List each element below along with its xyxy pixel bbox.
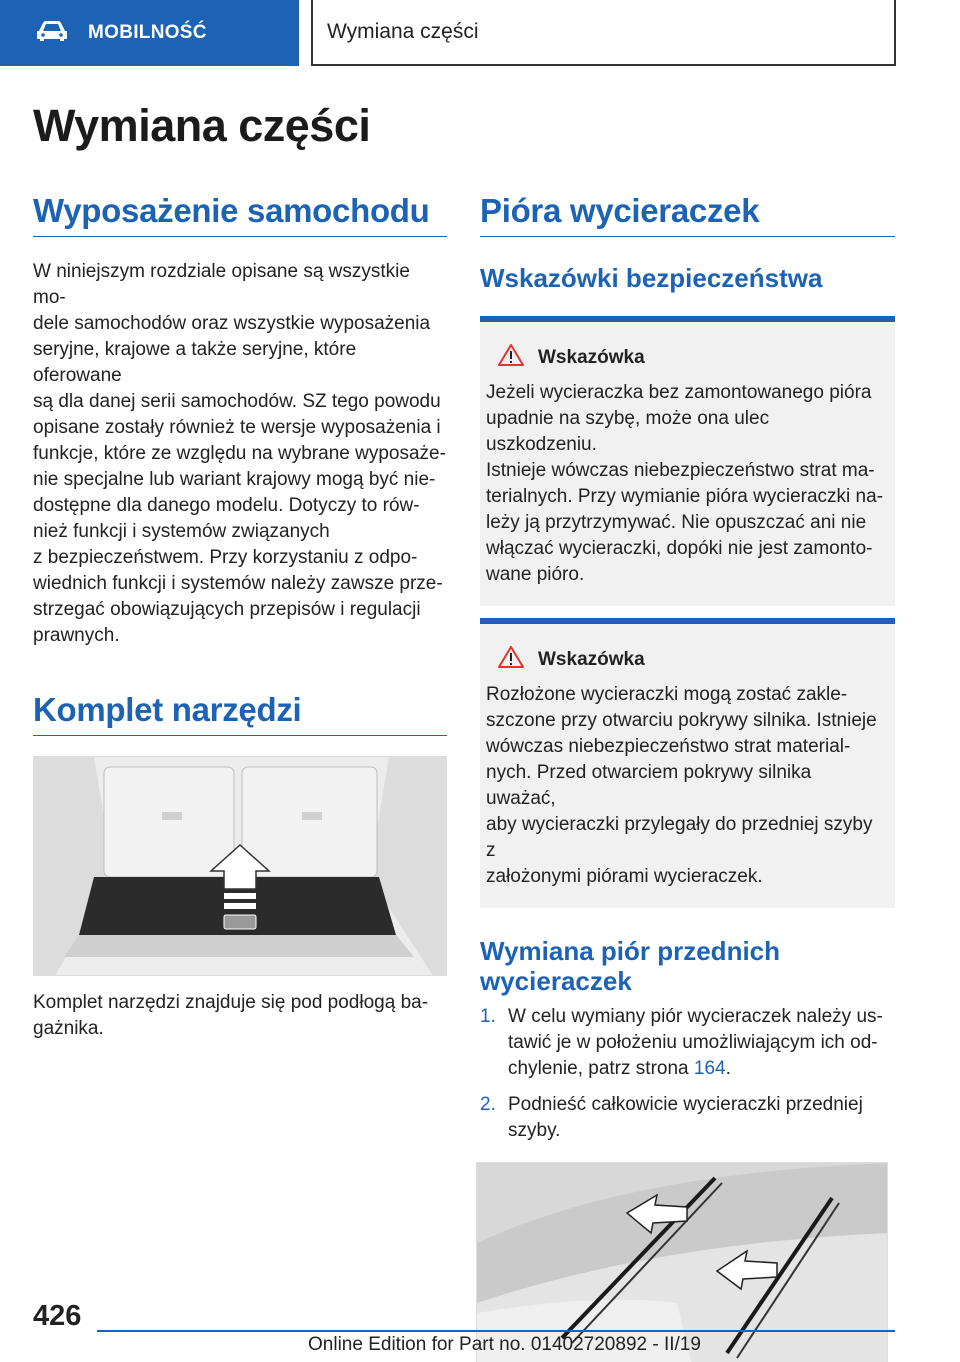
page-title: Wymiana części [33, 100, 371, 151]
warning-text [486, 682, 885, 890]
text-line: nych. Przed otwarciem pokrywy silnika uważać, [486, 762, 812, 809]
text-line: W celu wymiany piór wycieraczek należy us- [508, 1006, 883, 1027]
warning-box-2 [480, 618, 895, 908]
list-item [480, 1092, 895, 1144]
text-line: funkcje, które ze względu na wybrane wyposaże- [33, 443, 446, 464]
text-line: leży ją przytrzymywać. Nie opuszczać ani nie [486, 512, 867, 533]
text-line: seryjne, krajowe a także seryjne, które oferowane [33, 339, 357, 386]
breadcrumb-text: Wymiana części [327, 20, 479, 43]
right-column [480, 192, 895, 1362]
list-item [480, 1004, 895, 1082]
text-line: strzegać obowiązujących przepisów i regulacji [33, 599, 421, 620]
warning-text [486, 380, 885, 588]
steps-list [480, 1004, 895, 1144]
breadcrumb [311, 0, 896, 66]
step-number: 1. [480, 1006, 496, 1027]
text-line: terialnych. Przy wymianie pióra wycieraczki na- [486, 486, 884, 507]
page-link[interactable]: 164 [693, 1058, 726, 1079]
text-line: włączać wycieraczki, dopóki nie jest zamonto- [486, 538, 873, 559]
warning-header [498, 344, 885, 372]
wiper-blades-heading: Pióra wycieraczek [480, 192, 895, 237]
text-line: tawić je w położeniu umożliwiającym ich od- [508, 1032, 878, 1053]
page-number: 426 [33, 1300, 82, 1332]
text-line: wiednich funkcji i systemów należy zawsze prze- [33, 573, 443, 594]
text-line: upadnie na szybę, może ona ulec uszkodzeniu. [486, 408, 770, 455]
step-number: 2. [480, 1094, 496, 1115]
text-line: Jeżeli wycieraczka bez zamontowanego pióra [486, 382, 872, 403]
warning-triangle-icon [498, 344, 524, 372]
wiper-figure [476, 1162, 888, 1362]
text-line: dostępne dla danego modelu. Dotyczy to rów- [33, 495, 420, 516]
safety-notes-heading: Wskazówki bezpieczeństwa [480, 263, 823, 293]
text-line: z bezpieczeństwem. Przy korzystaniu z odpo- [33, 547, 418, 568]
text-line: Komplet narzędzi znajduje się pod podłogą ba- [33, 992, 429, 1013]
edition-text: Online Edition for Part no. 01402720892 - II/19 [308, 1334, 701, 1355]
front-wipers-heading [480, 936, 895, 996]
heading-line: wycieraczek [480, 966, 632, 996]
text-line: nie specjalne lub wariant krajowy mogą być nie- [33, 469, 436, 490]
text-line: szyby. [508, 1120, 561, 1141]
step-text [508, 1004, 883, 1082]
equipment-heading: Wyposażenie samochodu [33, 192, 447, 237]
step-text [508, 1092, 863, 1144]
section-tab[interactable] [0, 0, 299, 66]
text-line: Rozłożone wycieraczki mogą zostać zakle- [486, 684, 848, 705]
text-line: wane pióro. [486, 564, 585, 585]
warning-title: Wskazówka [538, 649, 645, 670]
text-line: są dla danej serii samochodów. SZ tego powodu [33, 391, 441, 412]
equipment-paragraph [33, 259, 447, 649]
text-line: dele samochodów oraz wszystkie wyposażenia [33, 313, 431, 334]
text-line: prawnych. [33, 625, 120, 646]
text-line: aby wycieraczki przylegały do przedniej szyby z [486, 814, 873, 861]
text-line: W niniejszym rozdziale opisane są wszystkie mo- [33, 261, 410, 308]
text-line: założonymi piórami wycieraczek. [486, 866, 763, 887]
text-line: . [725, 1058, 731, 1079]
text-line: gażnika. [33, 1018, 104, 1039]
left-column [33, 192, 447, 1042]
footer-divider [97, 1330, 895, 1332]
warning-header [498, 646, 885, 674]
text-line: wówczas niebezpieczeństwo strat material- [486, 736, 851, 757]
section-label: MOBILNOŚĆ [88, 22, 207, 43]
toolkit-caption [33, 990, 447, 1042]
toolkit-heading: Komplet narzędzi [33, 691, 447, 736]
text-line: szczone przy otwarciu pokrywy silnika. Istnieje [486, 710, 877, 731]
warning-triangle-icon [498, 646, 524, 674]
text-line: nież funkcji i systemów związanych [33, 521, 330, 542]
warning-title: Wskazówka [538, 347, 645, 368]
text-line: Podnieść całkowicie wycieraczki przedniej [508, 1094, 863, 1115]
car-icon [36, 20, 68, 47]
warning-box-1 [480, 316, 895, 606]
text-line: Istnieje wówczas niebezpieczeństwo strat ma- [486, 460, 875, 481]
text-line: chylenie, patrz strona [508, 1058, 694, 1079]
heading-line: Wymiana piór przednich [480, 936, 781, 966]
text-line: opisane zostały również te wersje wyposażenia i [33, 417, 441, 438]
toolkit-figure [33, 756, 447, 976]
